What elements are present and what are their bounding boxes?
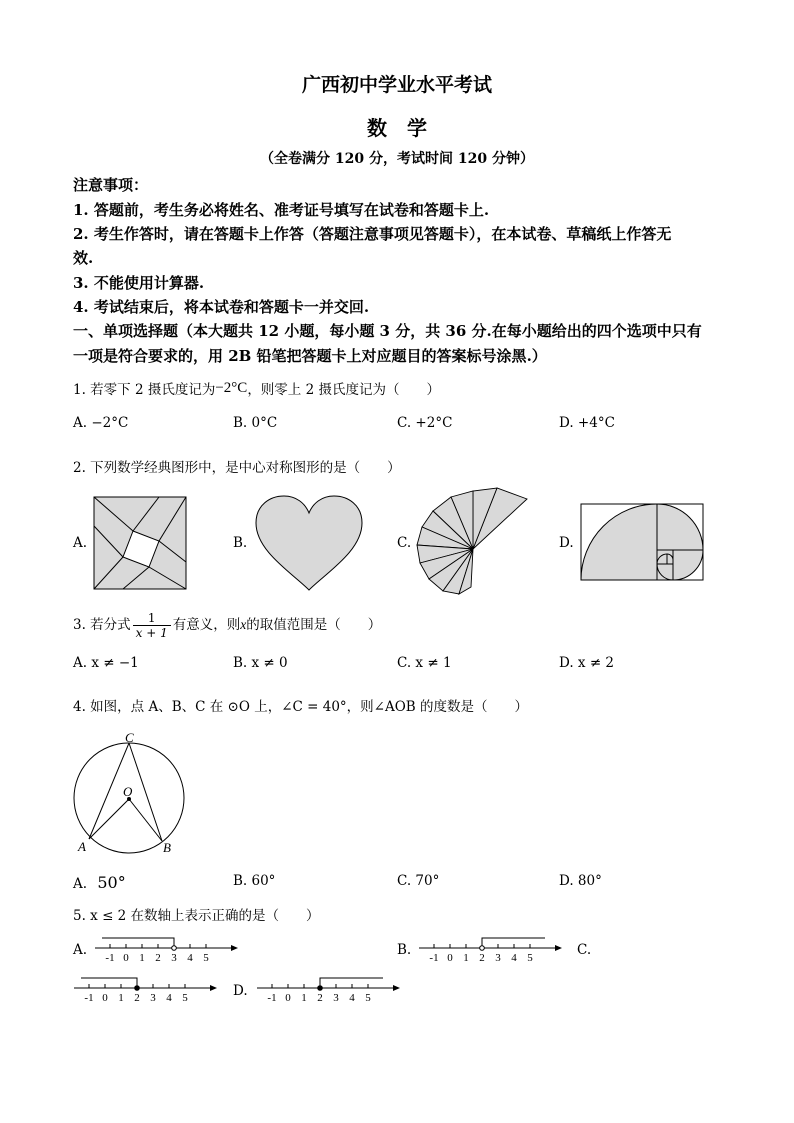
axis-tick-label: 5 bbox=[527, 952, 533, 964]
q2-label-a: A. bbox=[73, 535, 88, 551]
q2-label-d: D. bbox=[559, 535, 574, 551]
range-bracket bbox=[102, 938, 174, 948]
notes-heading: 注意事项： bbox=[73, 176, 149, 194]
axis-tick-label: 2 bbox=[317, 992, 323, 1004]
axis-tick-label: 1 bbox=[463, 952, 469, 964]
fraction-numerator: 1 bbox=[133, 611, 171, 626]
fraction bbox=[133, 611, 171, 640]
axis-tick-label: 2 bbox=[134, 992, 140, 1004]
q4-option-c: C. 70° bbox=[397, 873, 440, 889]
q3-option-d: D. x ≠ 2 bbox=[559, 655, 615, 671]
axis-arrow bbox=[393, 985, 400, 991]
point-o-label: O bbox=[123, 784, 133, 799]
axis-tick-label: 0 bbox=[123, 952, 129, 964]
fraction-denominator: x + 1 bbox=[135, 626, 168, 640]
number-line-d bbox=[256, 972, 401, 1004]
figure-heart bbox=[252, 493, 366, 593]
number-line-a bbox=[94, 932, 239, 964]
axis-tick-label: 3 bbox=[333, 992, 339, 1004]
axis-tick-label: 0 bbox=[285, 992, 291, 1004]
figure-circle bbox=[66, 728, 192, 856]
axis-tick-label: 4 bbox=[511, 952, 517, 964]
axis-tick-label: 3 bbox=[150, 992, 156, 1004]
q1-option-c: C. +2°C bbox=[397, 415, 453, 431]
figure-golden-spiral bbox=[580, 502, 704, 582]
axis-tick-label: 5 bbox=[365, 992, 371, 1004]
axis-tick-label: -1 bbox=[105, 952, 115, 964]
axis-arrow bbox=[555, 945, 562, 951]
axis-tick-label: -1 bbox=[84, 992, 94, 1004]
number-line-c bbox=[73, 972, 218, 1004]
axis-tick-label: -1 bbox=[429, 952, 439, 964]
q3-option-b: B. x ≠ 0 bbox=[233, 655, 288, 671]
axis-arrow bbox=[210, 985, 217, 991]
note-item: 3. 不能使用计算器. bbox=[73, 274, 205, 292]
axis-tick-label: 2 bbox=[479, 952, 485, 964]
section-heading: 一、单项选择题（本大题共 12 小题，每小题 3 分，共 36 分.在每小题给出的四个选项中只有 bbox=[73, 322, 702, 340]
point-c-label: C bbox=[125, 730, 134, 745]
endpoint-dot bbox=[318, 986, 323, 991]
q2-label-b: B. bbox=[233, 535, 248, 551]
q4-option-a-value: 50° bbox=[97, 873, 126, 892]
figure-pinwheel-square bbox=[93, 496, 187, 590]
axis-tick-label: 1 bbox=[301, 992, 307, 1004]
exam-subtitle: （全卷满分 120 分，考试时间 120 分钟） bbox=[260, 151, 534, 167]
q3-option-a: A. x ≠ −1 bbox=[73, 655, 139, 671]
axis-tick-label: 3 bbox=[495, 952, 501, 964]
axis-tick-label: 5 bbox=[182, 992, 188, 1004]
axis-tick-label: 1 bbox=[118, 992, 124, 1004]
endpoint-dot bbox=[480, 946, 485, 951]
question-3-text-mid: 有意义，则 bbox=[172, 617, 241, 633]
q5-label-d: D. bbox=[233, 983, 248, 999]
q4-option-b: B. 60° bbox=[233, 873, 276, 889]
q4-option-a bbox=[73, 873, 126, 892]
endpoint-dot bbox=[172, 946, 177, 951]
number-line-b bbox=[418, 932, 563, 964]
axis-tick-label: 4 bbox=[349, 992, 355, 1004]
axis-tick-label: 4 bbox=[166, 992, 172, 1004]
q5-label-b: B. bbox=[397, 942, 412, 958]
axis-arrow bbox=[231, 945, 238, 951]
question-5-text: 5. x ≤ 2 在数轴上表示正确的是（ ） bbox=[73, 908, 320, 924]
q3-option-c: C. x ≠ 1 bbox=[397, 655, 452, 671]
axis-tick-label: 5 bbox=[203, 952, 209, 964]
q4-option-a-label: A. bbox=[73, 876, 88, 892]
axis-tick-label: 1 bbox=[139, 952, 145, 964]
question-1-text-end: ，则零上 2 摄氏度记为（ ） bbox=[247, 382, 440, 398]
question-3-text-end: 的取值范围是（ ） bbox=[246, 617, 382, 633]
question-1-text: 1. 若零下 2 摄氏度记为 bbox=[73, 382, 216, 398]
axis-tick-label: 0 bbox=[447, 952, 453, 964]
exam-title: 广西初中学业水平考试 bbox=[301, 74, 492, 96]
q1-option-b: B. 0°C bbox=[233, 415, 278, 431]
subject-title: 数 学 bbox=[367, 116, 427, 140]
q4-option-d: D. 80° bbox=[559, 873, 602, 889]
axis-tick-label: 2 bbox=[155, 952, 161, 964]
q1-option-a: A. −2°C bbox=[73, 415, 129, 431]
note-item: 效. bbox=[73, 249, 94, 267]
section-heading-cont: 一项是符合要求的，用 2B 铅笔把答题卡上对应题目的答案标号涂黑.） bbox=[73, 347, 547, 365]
note-item: 2. 考生作答时，请在答题卡上作答（答题注意事项见答题卡），在本试卷、草稿纸上作答无 bbox=[73, 225, 672, 243]
endpoint-dot bbox=[135, 986, 140, 991]
q5-label-c: C. bbox=[577, 942, 592, 958]
question-1 bbox=[73, 378, 440, 398]
question-3-var: x bbox=[240, 617, 247, 632]
question-3 bbox=[73, 611, 381, 640]
q1-option-d: D. +4°C bbox=[559, 415, 615, 431]
axis-tick-label: 4 bbox=[187, 952, 193, 964]
axis-tick-label: -1 bbox=[267, 992, 277, 1004]
axis-tick-label: 0 bbox=[102, 992, 108, 1004]
point-a-label: A bbox=[78, 839, 86, 854]
q5-label-a: A. bbox=[73, 942, 88, 958]
question-4-text: 4. 如图，点 A、B、C 在 ⊙O 上，∠C = 40°，则∠AOB 的度数是（ ） bbox=[73, 699, 529, 715]
figure-triangle-spiral bbox=[413, 487, 533, 597]
note-item: 1. 答题前，考生务必将姓名、准考证号填写在试卷和答题卡上. bbox=[73, 201, 490, 219]
q2-label-c: C. bbox=[397, 535, 412, 551]
note-item: 4. 考试结束后，将本试卷和答题卡一并交回. bbox=[73, 298, 370, 316]
question-2-text: 2. 下列数学经典图形中，是中心对称图形的是（ ） bbox=[73, 460, 401, 476]
question-1-math: −2°C bbox=[215, 380, 248, 396]
question-3-text: 3. 若分式 bbox=[73, 617, 131, 633]
point-b-label: B bbox=[163, 840, 171, 855]
axis-tick-label: 3 bbox=[171, 952, 177, 964]
